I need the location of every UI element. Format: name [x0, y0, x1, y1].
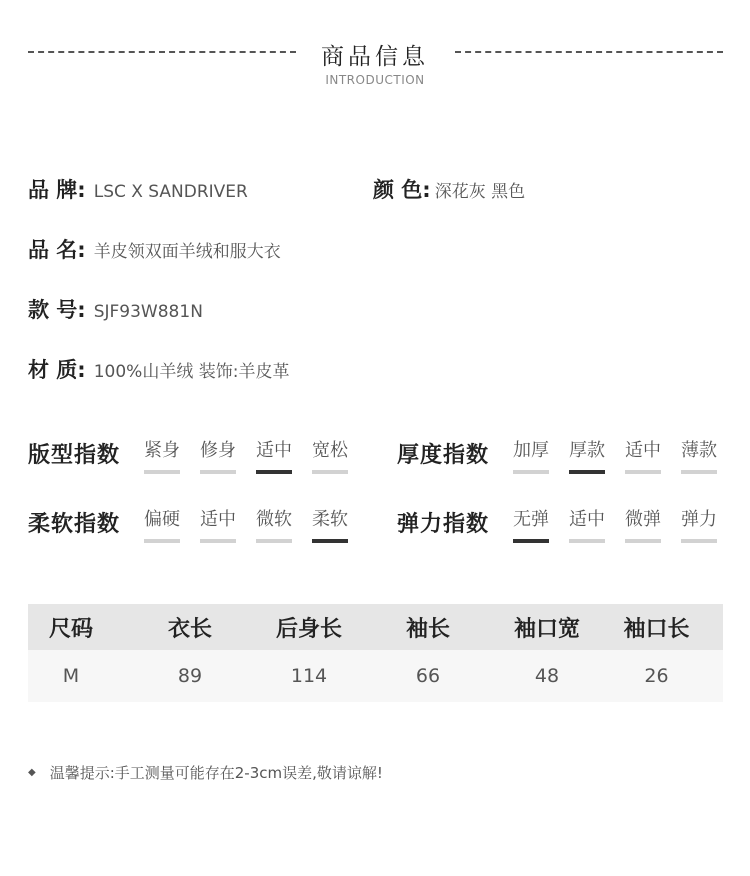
size-header-cell: 袖口长: [623, 616, 690, 642]
index-bar: [569, 539, 605, 543]
size-table: [28, 604, 723, 702]
index-option-label: 薄款: [681, 440, 717, 461]
index-option: [625, 507, 681, 543]
index-option-label: 适中: [200, 509, 236, 530]
index-option-label: 微弹: [625, 509, 661, 530]
header-title: 商品信息: [321, 44, 429, 70]
index-options: [513, 438, 737, 474]
index-bar: [200, 470, 236, 474]
index-group: [28, 438, 368, 478]
index-option-label: 紧身: [144, 440, 180, 461]
index-option: [256, 507, 312, 543]
index-option-label: 适中: [256, 440, 292, 461]
index-option-label: 宽松: [312, 440, 348, 461]
info-material-label: 材 质:: [28, 358, 86, 382]
section-header: [0, 34, 750, 94]
index-option: [312, 438, 368, 474]
index-option-label: 无弹: [513, 509, 549, 530]
info-style-no-label: 款 号:: [28, 298, 86, 322]
info-name-label: 品 名:: [28, 238, 86, 262]
info-color-label: 颜 色:: [373, 178, 431, 202]
index-option: [681, 507, 737, 543]
index-option: [144, 507, 200, 543]
info-brand-value: LSC X SANDRIVER: [93, 182, 248, 202]
table-row: [28, 650, 723, 702]
index-option-label: 加厚: [513, 440, 549, 461]
info-style-no-value: SJF93W881N: [93, 302, 203, 322]
size-cell: M: [62, 665, 80, 687]
index-option: [144, 438, 200, 474]
index-option: [200, 438, 256, 474]
index-group: [397, 507, 737, 547]
diamond-bullet-icon: ◆: [28, 767, 36, 778]
size-cell: 89: [177, 665, 203, 687]
info-material: [28, 354, 289, 384]
index-group: [397, 438, 737, 478]
info-name-value: 羊皮领双面羊绒和服大衣: [93, 242, 281, 262]
index-option-label: 弹力: [681, 509, 717, 530]
size-header-cell: 尺码: [48, 616, 93, 642]
index-bar: [625, 539, 661, 543]
size-header-cell: 后身长: [275, 616, 342, 642]
index-bar: [625, 470, 661, 474]
size-header-cell: 衣长: [167, 616, 212, 642]
index-option: [625, 438, 681, 474]
info-color-value: 深花灰 黑色: [434, 182, 526, 202]
index-bar: [681, 470, 717, 474]
info-color: [373, 174, 525, 204]
index-option: [569, 507, 625, 543]
index-title: 弹力指数: [397, 512, 490, 537]
index-bar: [256, 539, 292, 543]
size-table-header: [28, 604, 723, 650]
size-cell: 48: [534, 665, 560, 687]
index-bar: [513, 470, 549, 474]
info-material-value: 100%山羊绒 装饰:羊皮革: [93, 362, 290, 382]
index-bar-selected: [256, 470, 292, 474]
info-style-no: [28, 294, 203, 324]
index-title: 版型指数: [28, 443, 121, 468]
info-brand-label: 品 牌:: [28, 178, 86, 202]
index-option-label: 适中: [625, 440, 661, 461]
index-bar: [312, 470, 348, 474]
index-options: [144, 438, 368, 474]
note-text: 温馨提示:手工测量可能存在2-3cm误差,敬请谅解!: [49, 764, 383, 782]
measurement-note: [28, 762, 383, 783]
index-option-label: 厚款: [569, 440, 605, 461]
index-bar-selected: [513, 539, 549, 543]
info-name: [28, 234, 281, 264]
index-bar-selected: [312, 539, 348, 543]
index-option: [256, 438, 312, 474]
size-cell: 26: [644, 665, 669, 687]
index-bar: [681, 539, 717, 543]
size-header-cell: 袖口宽: [513, 616, 580, 642]
index-bar: [144, 470, 180, 474]
index-option-label: 适中: [569, 509, 605, 530]
index-options: [513, 507, 737, 543]
index-option-label: 柔软: [312, 509, 348, 530]
index-option: [200, 507, 256, 543]
index-option: [513, 507, 569, 543]
index-option: [312, 507, 368, 543]
index-bar: [144, 539, 180, 543]
index-option-label: 修身: [200, 440, 236, 461]
info-brand: [28, 174, 248, 204]
size-header-cell: 袖长: [405, 616, 450, 642]
index-option: [569, 438, 625, 474]
index-bar: [200, 539, 236, 543]
index-bar-selected: [569, 470, 605, 474]
index-option: [513, 438, 569, 474]
index-option-label: 微软: [256, 509, 292, 530]
header-subtitle: INTRODUCTION: [325, 73, 425, 87]
index-options: [144, 507, 368, 543]
size-cell: 114: [290, 665, 328, 687]
index-group: [28, 507, 368, 547]
index-title: 厚度指数: [397, 443, 490, 468]
size-cell: 66: [415, 665, 441, 687]
index-option: [681, 438, 737, 474]
index-title: 柔软指数: [28, 512, 121, 537]
index-option-label: 偏硬: [144, 509, 180, 530]
